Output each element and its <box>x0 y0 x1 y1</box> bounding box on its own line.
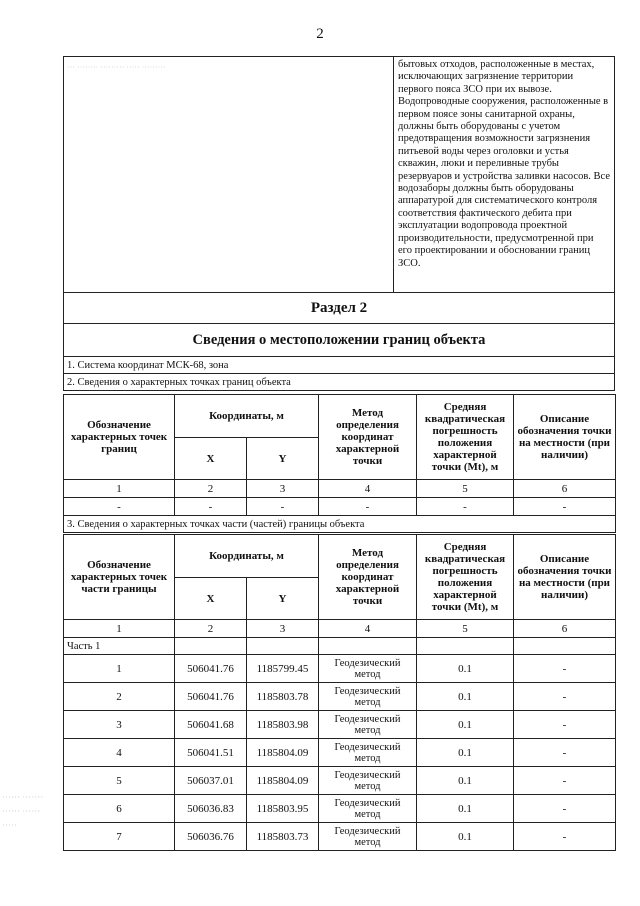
point-description: - <box>514 683 616 711</box>
faded-left-cell: ··· ········ ········· ····· ········· <box>64 57 394 293</box>
point-number: 3 <box>64 711 175 739</box>
empty-cell: - <box>417 498 514 516</box>
column-number: 6 <box>514 620 616 638</box>
empty-cell: - <box>175 498 247 516</box>
point-x: 506041.76 <box>175 655 247 683</box>
point-y: 1185803.95 <box>247 795 319 823</box>
part-points-table <box>63 534 616 851</box>
point-description: - <box>514 739 616 767</box>
point-error: 0.1 <box>417 711 514 739</box>
point-x: 506037.01 <box>175 767 247 795</box>
boundary-points-table <box>63 394 616 533</box>
column-number: 4 <box>319 480 417 498</box>
point-description: - <box>514 767 616 795</box>
point-number: 2 <box>64 683 175 711</box>
point-x: 506041.76 <box>175 683 247 711</box>
table-row <box>64 823 616 851</box>
column-number: 1 <box>64 480 175 498</box>
point-number: 6 <box>64 795 175 823</box>
coordinate-system-line: 1. Система координат МСК-68, зона <box>64 357 615 374</box>
table-row <box>64 767 616 795</box>
point-y: 1185804.09 <box>247 767 319 795</box>
column-number: 1 <box>64 620 175 638</box>
column-number: 2 <box>175 480 247 498</box>
header-x: X <box>175 438 247 480</box>
section-subtitle: Сведения о местоположении границ объекта <box>64 324 615 357</box>
point-y: 1185799.45 <box>247 655 319 683</box>
empty-cell: - <box>319 498 417 516</box>
empty-cell: - <box>64 498 175 516</box>
section-header-table <box>63 292 615 391</box>
stamp-line: ······ ······ <box>2 806 41 816</box>
point-error: 0.1 <box>417 655 514 683</box>
header-description: Описание обозначения точки на местности (при наличии) <box>514 535 616 620</box>
point-y: 1185803.98 <box>247 711 319 739</box>
header-coordinates: Координаты, м <box>175 395 319 438</box>
point-number: 1 <box>64 655 175 683</box>
point-error: 0.1 <box>417 683 514 711</box>
point-error: 0.1 <box>417 795 514 823</box>
point-x: 506036.76 <box>175 823 247 851</box>
point-error: 0.1 <box>417 767 514 795</box>
header-description: Описание обозначения точки на местности (при наличии) <box>514 395 616 480</box>
point-x: 506041.68 <box>175 711 247 739</box>
point-method: Геодезический метод <box>319 711 417 739</box>
header-coordinates: Координаты, м <box>175 535 319 578</box>
column-number: 6 <box>514 480 616 498</box>
column-number: 5 <box>417 620 514 638</box>
point-x: 506041.51 <box>175 739 247 767</box>
header-y: Y <box>247 578 319 620</box>
point-method: Геодезический метод <box>319 795 417 823</box>
column-number: 3 <box>247 620 319 638</box>
column-number: 4 <box>319 620 417 638</box>
header-method: Метод определения координат характерной точки <box>319 535 417 620</box>
point-error: 0.1 <box>417 823 514 851</box>
point-description: - <box>514 795 616 823</box>
requirements-text: бытовых отходов, расположенные в местах, исключающих загрязнение территории первого пояса ЗСО при их вывозе. Водопроводные сооружения, расположенные в первом поясе зоны санитарной охраны, должны быть оборудованы с учетом предотвращения возможности загрязнения питьевой воды через оголовки и устья скважин, люки и переливные трубы резервуаров и устройства заливки насосов. Все водозаборы должны быть оборудованы аппаратурой для систематического контроля соответствия фактического дебита при эксплуатации водопровода проектной производительности, предусмотренной при его проектировании и обосновании границ ЗСО. <box>394 57 615 293</box>
point-description: - <box>514 655 616 683</box>
column-number: 5 <box>417 480 514 498</box>
section-title: Раздел 2 <box>64 293 615 324</box>
table-row <box>64 711 616 739</box>
point-description: - <box>514 823 616 851</box>
top-requirements-table <box>63 56 615 293</box>
point-method: Геодезический метод <box>319 823 417 851</box>
point-number: 5 <box>64 767 175 795</box>
header-designation: Обозначение характерных точек части границы <box>64 535 175 620</box>
point-y: 1185803.78 <box>247 683 319 711</box>
table-row <box>64 683 616 711</box>
stamp-line: ······ ······· <box>2 792 44 802</box>
point-method: Геодезический метод <box>319 655 417 683</box>
header-method: Метод определения координат характерной точки <box>319 395 417 480</box>
point-number: 7 <box>64 823 175 851</box>
header-x: X <box>175 578 247 620</box>
column-number: 2 <box>175 620 247 638</box>
header-designation: Обозначение характерных точек границ <box>64 395 175 480</box>
column-number: 3 <box>247 480 319 498</box>
table-row <box>64 739 616 767</box>
table-row <box>64 655 616 683</box>
header-error: Средняя квадратическая погрешность положения характерной точки (Mt), м <box>417 535 514 620</box>
table-row <box>64 795 616 823</box>
header-error: Средняя квадратическая погрешность положения характерной точки (Mt), м <box>417 395 514 480</box>
point-description: - <box>514 711 616 739</box>
empty-cell: - <box>247 498 319 516</box>
stamp-line: ····· <box>2 820 17 830</box>
points-caption: 2. Сведения о характерных точках границ объекта <box>64 374 615 391</box>
point-method: Геодезический метод <box>319 683 417 711</box>
empty-cell: - <box>514 498 616 516</box>
point-method: Геодезический метод <box>319 767 417 795</box>
header-y: Y <box>247 438 319 480</box>
point-x: 506036.83 <box>175 795 247 823</box>
point-number: 4 <box>64 739 175 767</box>
part-label: Часть 1 <box>64 638 175 655</box>
point-y: 1185804.09 <box>247 739 319 767</box>
point-method: Геодезический метод <box>319 739 417 767</box>
parts-caption: 3. Сведения о характерных точках части (частей) границы объекта <box>64 516 616 533</box>
faded-side-stamp <box>2 790 82 832</box>
page-number: 2 <box>316 26 324 42</box>
point-y: 1185803.73 <box>247 823 319 851</box>
point-error: 0.1 <box>417 739 514 767</box>
